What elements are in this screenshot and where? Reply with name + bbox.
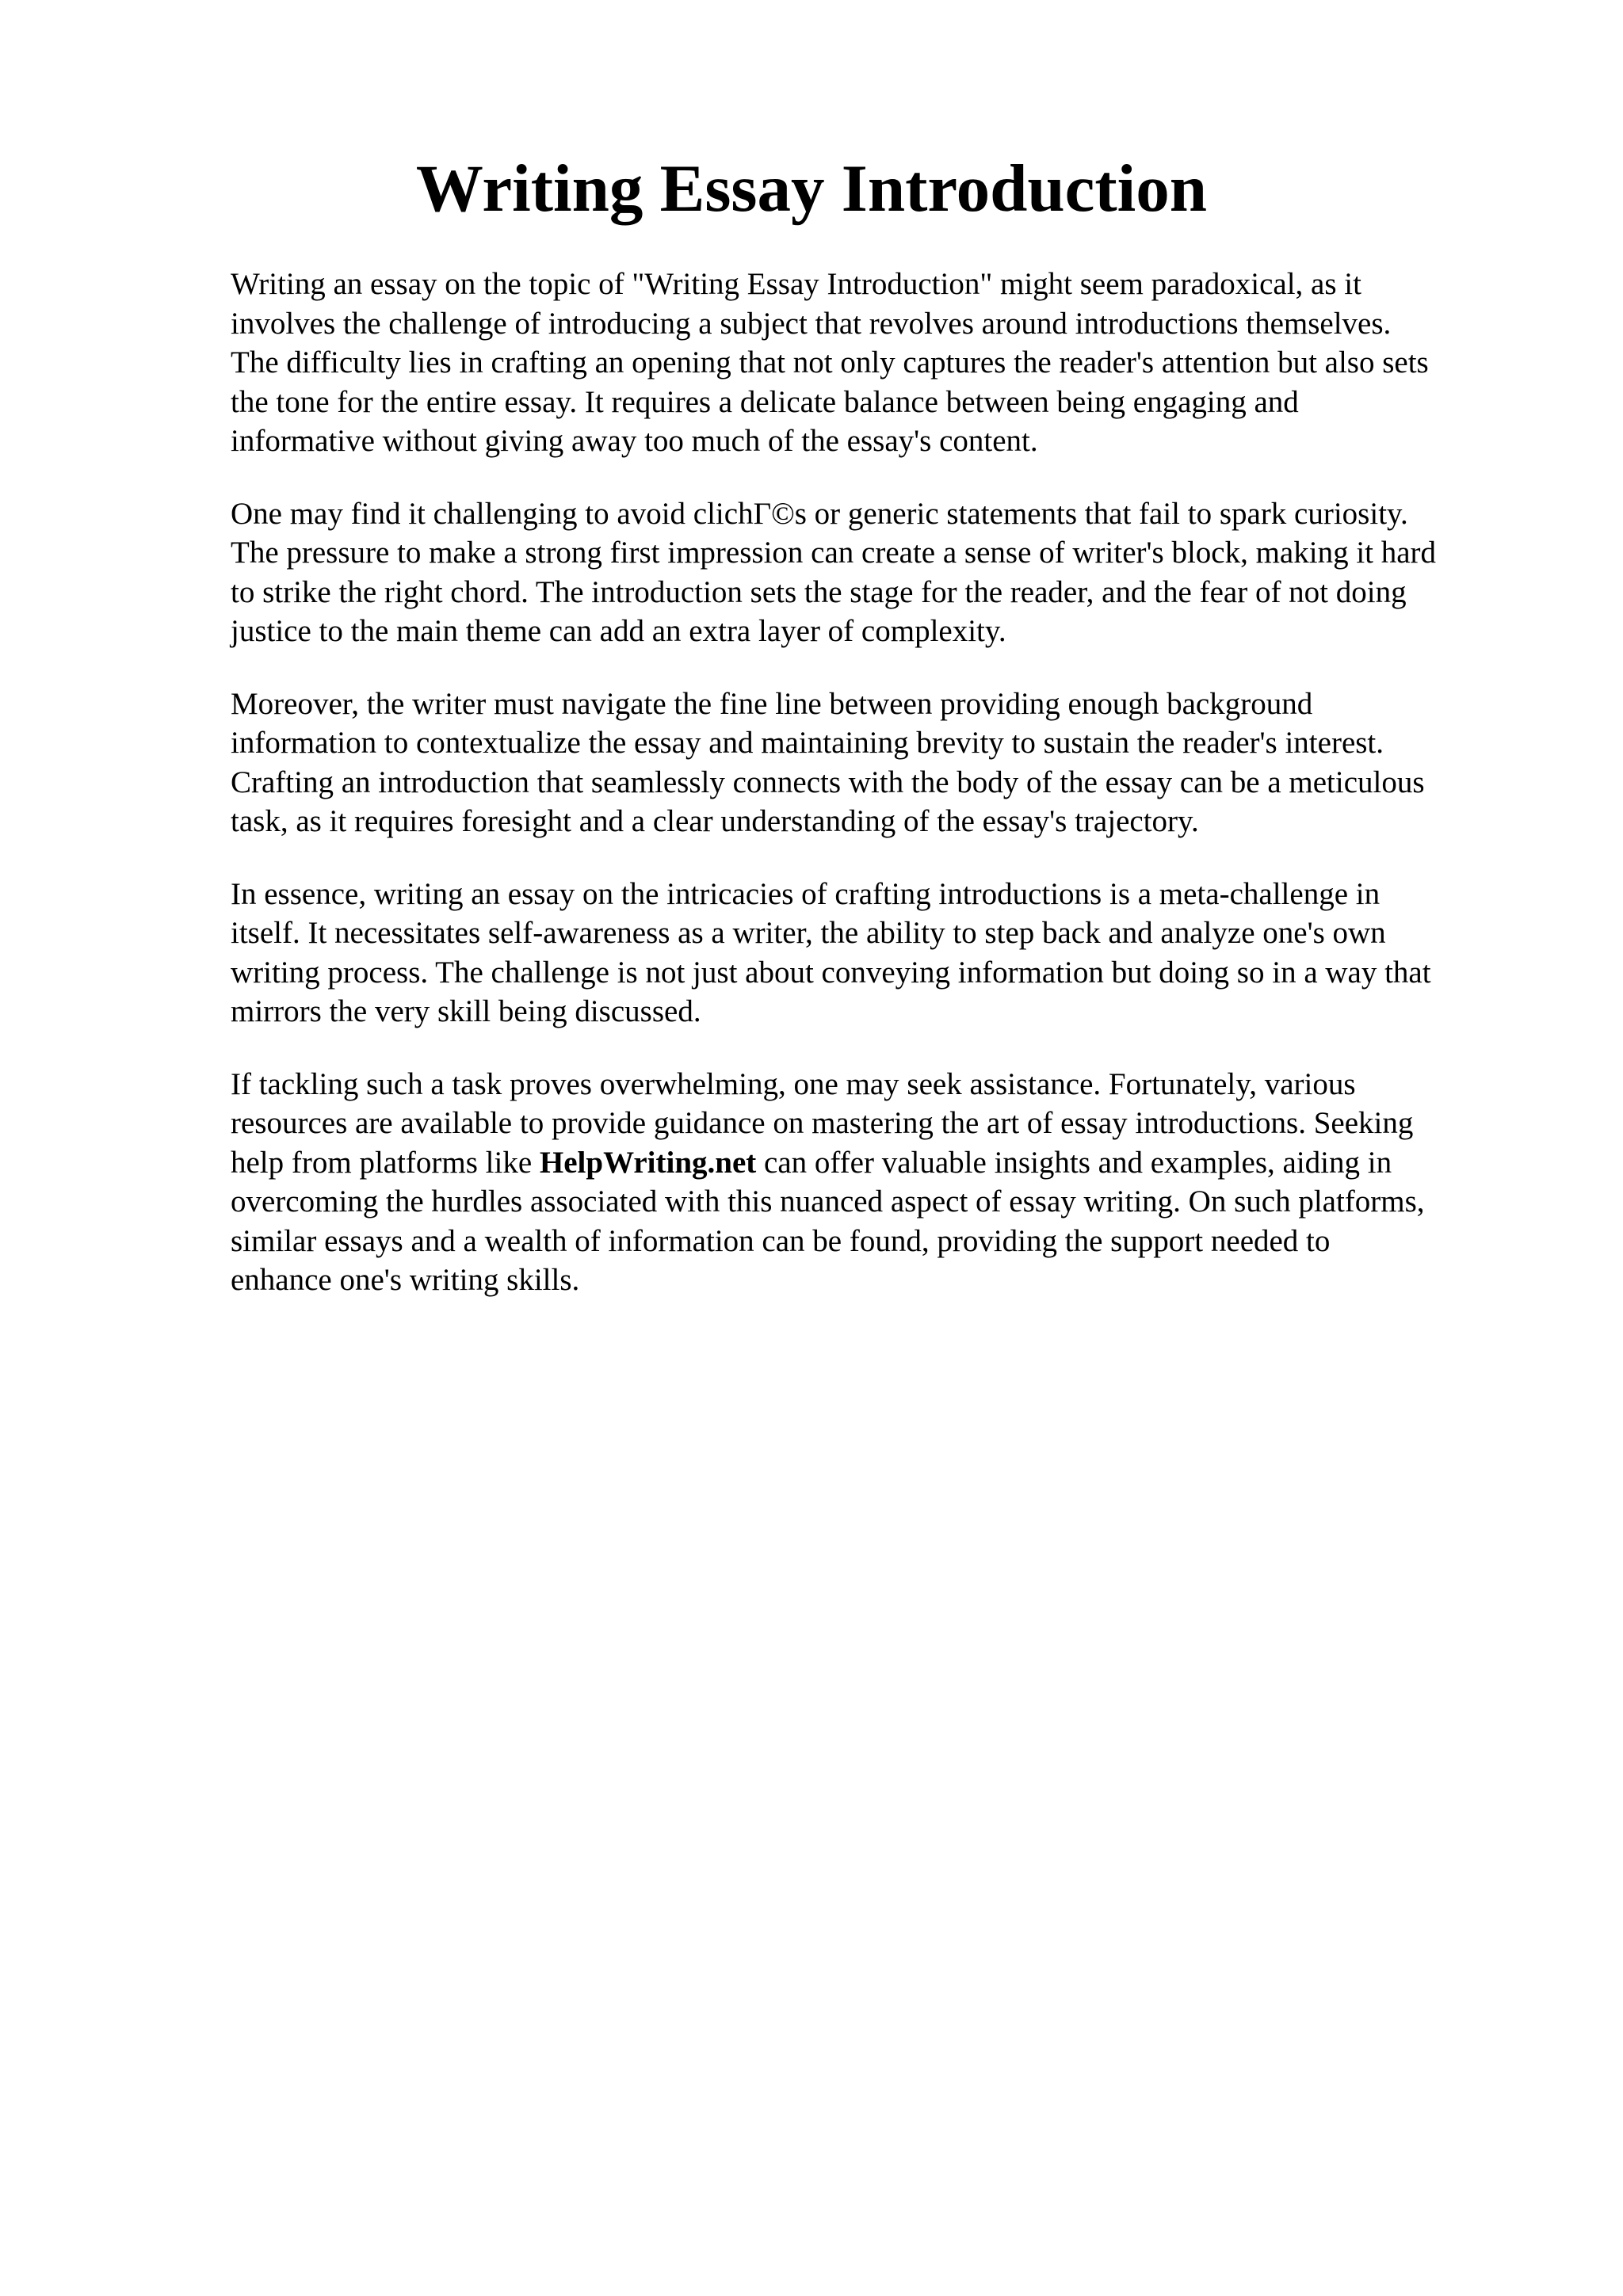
document-title: Writing Essay Introduction bbox=[415, 151, 1208, 226]
link-line-before: help from platforms like bbox=[231, 1145, 540, 1180]
paragraph-3 bbox=[231, 685, 1522, 841]
text-line: to strike the right chord. The introduction sets the stage for the reader, and the fear of not doing bbox=[231, 574, 1407, 609]
text-line: Writing an essay on the topic of "Writing Essay Introduction" might seem paradoxical, as it bbox=[231, 267, 1361, 301]
text-line: In essence, writing an essay on the intricacies of crafting introductions is a meta-challenge in bbox=[231, 876, 1381, 911]
text-line: writing process. The challenge is not just about conveying information but doing so in a way that bbox=[231, 955, 1431, 990]
text-line: resources are available to provide guidance on mastering the art of essay introductions. Seeking bbox=[231, 1106, 1414, 1140]
text-line: justice to the main theme can add an extra layer of complexity. bbox=[231, 614, 1006, 648]
text-line: The pressure to make a strong first impression can create a sense of writer's block, making it hard bbox=[231, 536, 1437, 570]
link-line-after: can offer valuable insights and examples, aiding in bbox=[756, 1145, 1392, 1180]
text-line: the tone for the entire essay. It requires a delicate balance between being engaging and bbox=[231, 384, 1299, 419]
paragraph-2 bbox=[231, 494, 1522, 651]
text-line: informative without giving away too much of the essay's content. bbox=[231, 424, 1038, 458]
text-line: information to contextualize the essay and maintaining brevity to sustain the reader's interest. bbox=[231, 726, 1384, 760]
text-line-with-link bbox=[231, 1143, 1522, 1183]
text-line: If tackling such a task proves overwhelming, one may seek assistance. Fortunately, various bbox=[231, 1066, 1356, 1101]
text-line: One may find it challenging to avoid clichΓ©s or generic statements that fail to spark curiosity. bbox=[231, 496, 1408, 531]
paragraph-1 bbox=[231, 265, 1522, 461]
text-line: enhance one's writing skills. bbox=[231, 1263, 580, 1297]
paragraph-5 bbox=[231, 1065, 1522, 1300]
text-line: task, as it requires foresight and a clear understanding of the essay's trajectory. bbox=[231, 804, 1199, 838]
paragraph-4 bbox=[231, 875, 1522, 1032]
text-line: mirrors the very skill being discussed. bbox=[231, 994, 701, 1028]
text-line: itself. It necessitates self-awareness as a writer, the ability to step back and analyze one's own bbox=[231, 916, 1386, 950]
text-line: Moreover, the writer must navigate the fine line between providing enough background bbox=[231, 686, 1313, 721]
text-line: overcoming the hurdles associated with this nuanced aspect of essay writing. On such platforms, bbox=[231, 1184, 1425, 1219]
text-line: involves the challenge of introducing a subject that revolves around introductions themselves. bbox=[231, 306, 1392, 341]
text-line: The difficulty lies in crafting an opening that not only captures the reader's attention but also sets bbox=[231, 345, 1429, 379]
helpwriting-link[interactable]: HelpWriting.net bbox=[539, 1145, 757, 1180]
text-line: similar essays and a wealth of information can be found, providing the support needed to bbox=[231, 1223, 1331, 1258]
document-body bbox=[231, 265, 1522, 1333]
text-line: Crafting an introduction that seamlessly connects with the body of the essay can be a meticulous bbox=[231, 765, 1425, 799]
